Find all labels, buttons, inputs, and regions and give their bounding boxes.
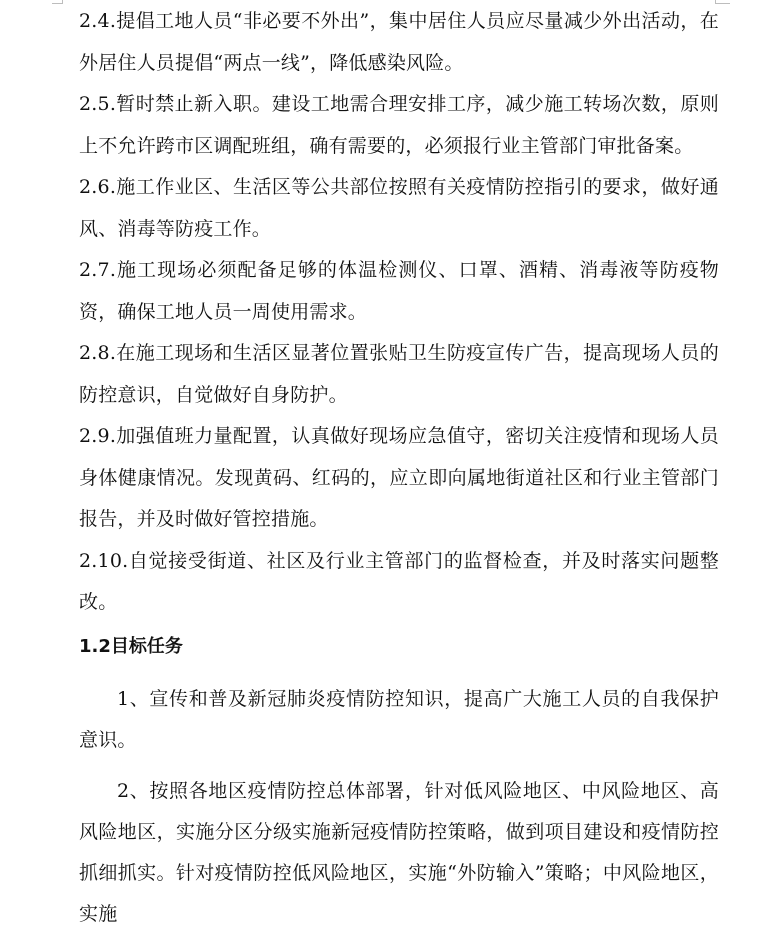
paragraph-2-5: 2.5.暂时禁止新入职。建设工地需合理安排工序，减少施工转场次数，原则上不允许跨市区调配班组，确有需要的，必须报行业主管部门审批备案。 xyxy=(79,93,719,157)
page-corner-mark-left xyxy=(52,0,63,4)
goal-item-2: 2、按照各地区疫情防控总体部署，针对低风险地区、中风险地区、高风险地区，实施分区分级实施新冠疫情防控策略，做到项目建设和疫情防控抓细抓实。针对疫情防控低风险地区，实施“外防输入”策略；中风险地区，实施 xyxy=(79,779,719,925)
paragraph-2-4: 2.4.提倡工地人员“非必要不外出”，集中居住人员应尽量减少外出活动，在外居住人员提倡“两点一线”，降低感染风险。 xyxy=(79,10,719,74)
section-heading: 1.2目标任务 xyxy=(79,635,183,657)
paragraph-2-9: 2.9.加强值班力量配置，认真做好现场应急值守，密切关注疫情和现场人员身体健康情况。发现黄码、红码的，应立即向属地街道社区和行业主管部门报告，并及时做好管控措施。 xyxy=(79,425,719,530)
paragraph-2-7: 2.7.施工现场必须配备足够的体温检测仪、口罩、酒精、消毒液等防疫物资，确保工地人员一周使用需求。 xyxy=(79,259,719,323)
paragraph-2-8: 2.8.在施工现场和生活区显著位置张贴卫生防疫宣传广告，提高现场人员的防控意识，自觉做好自身防护。 xyxy=(79,342,719,406)
document-body[interactable] xyxy=(79,0,719,935)
paragraph-2-10: 2.10.自觉接受街道、社区及行业主管部门的监督检查，并及时落实问题整改。 xyxy=(79,549,719,613)
goal-item-1: 1、宣传和普及新冠肺炎疫情防控知识，提高广大施工人员的自我保护意识。 xyxy=(79,687,719,751)
paragraph-2-6: 2.6.施工作业区、生活区等公共部位按照有关疫情防控指引的要求，做好通风、消毒等防疫工作。 xyxy=(79,176,719,240)
